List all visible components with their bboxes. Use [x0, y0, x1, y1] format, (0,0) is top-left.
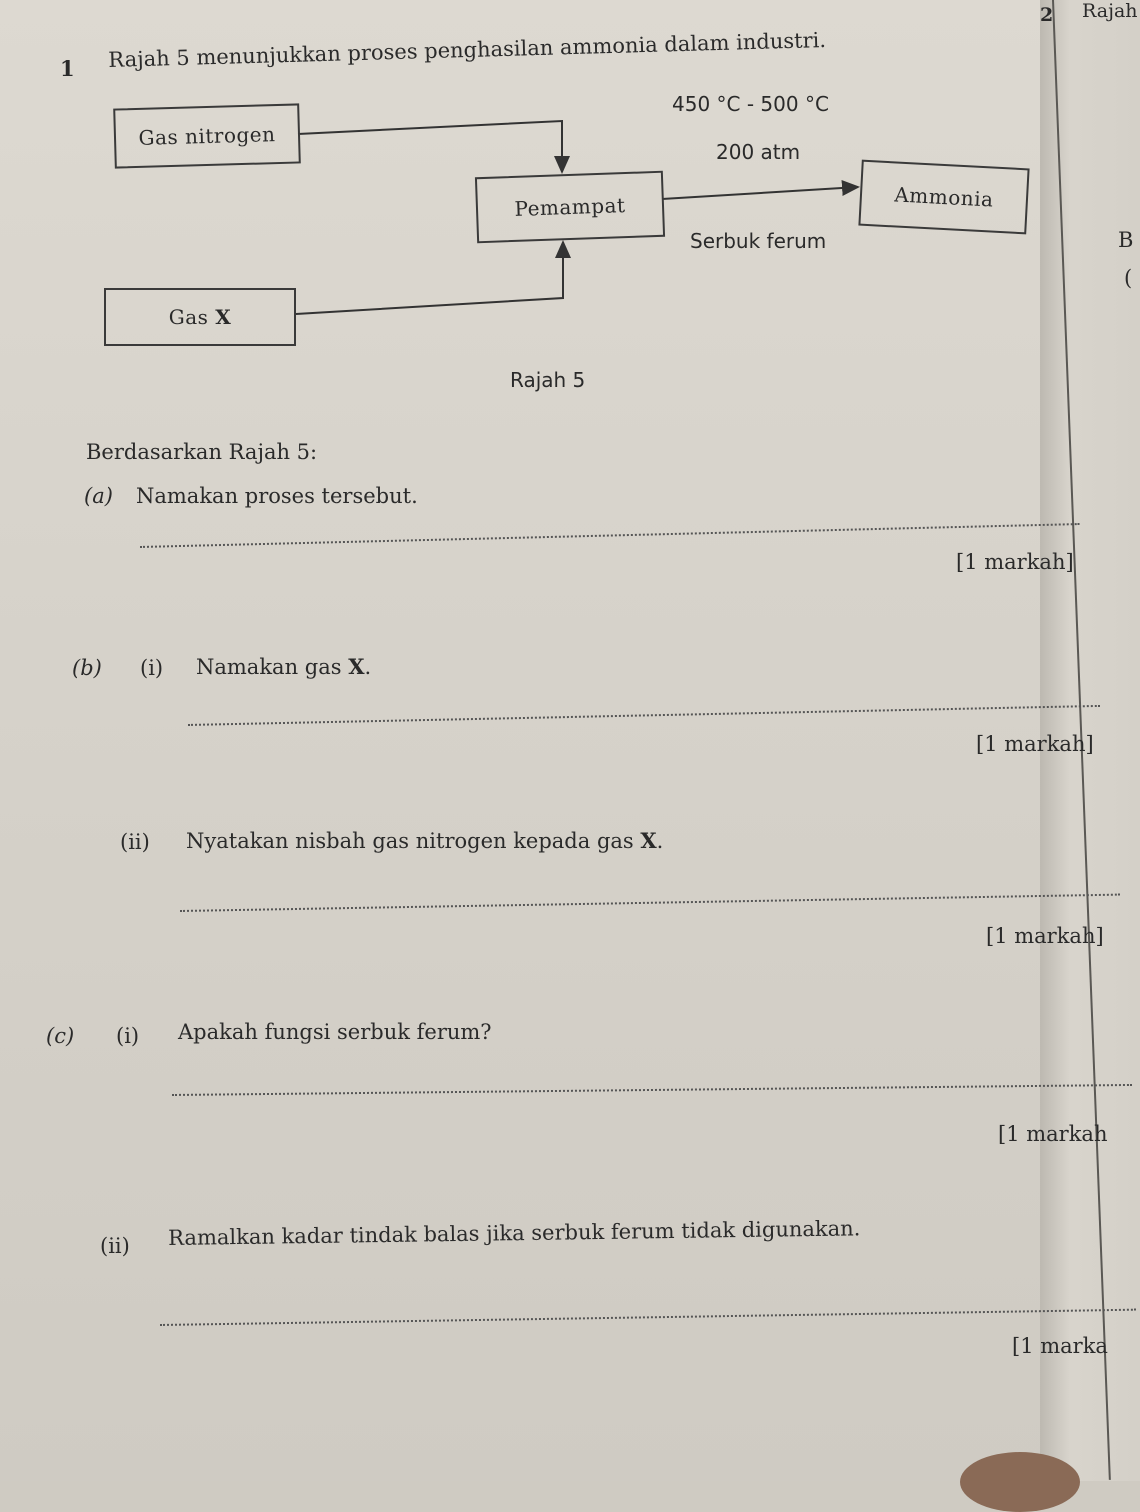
- diagram-caption: Rajah 5: [510, 368, 586, 392]
- part-b-label: (b): [72, 656, 102, 680]
- pemampat-box: [475, 171, 665, 244]
- thumb-edge: [960, 1452, 1080, 1512]
- part-a-label: (a): [84, 484, 113, 508]
- question-number: 1: [60, 56, 75, 81]
- margin-letter-b: B: [1118, 228, 1134, 252]
- gas-x-box: [104, 288, 296, 346]
- next-question-number: 2: [1040, 4, 1054, 26]
- part-c-ii-marks: [1 marka: [1012, 1334, 1108, 1358]
- pemampat-label: Pemampat: [514, 193, 626, 221]
- next-question-label: Rajah: [1082, 0, 1138, 22]
- pemampat-to-ammonia-arrow: [662, 187, 858, 199]
- pressure-condition: 200 atm: [716, 140, 801, 164]
- gas-nitrogen-box: [113, 103, 301, 168]
- temperature-condition: 450 °C - 500 °C: [672, 92, 829, 116]
- based-on-heading: Berdasarkan Rajah 5:: [86, 440, 318, 464]
- part-b-i-marks: [1 markah]: [976, 732, 1094, 756]
- gas-x-label: [169, 305, 232, 329]
- part-b-ii-question: Nyatakan nisbah gas nitrogen kepada gas X.: [186, 828, 664, 853]
- question-intro: Rajah 5 menunjukkan proses penghasilan ammonia dalam industri.: [108, 27, 827, 72]
- part-c-ii-question: Ramalkan kadar tindak balas jika serbuk ferum tidak digunakan.: [168, 1216, 861, 1250]
- ammonia-box: [858, 160, 1029, 235]
- part-a-marks: [1 markah]: [956, 550, 1074, 574]
- part-b-i-label: (i): [140, 656, 164, 680]
- ammonia-label: Ammonia: [893, 182, 995, 212]
- nitrogen-line: [298, 121, 562, 172]
- part-b-ii-marks: [1 markah]: [986, 924, 1104, 948]
- part-c-i-marks: [1 markah: [998, 1122, 1108, 1146]
- margin-paren: (: [1124, 266, 1133, 290]
- part-a-question: Namakan proses tersebut.: [136, 484, 418, 508]
- gas-nitrogen-label: Gas nitrogen: [138, 122, 276, 150]
- gas-x-letter: X: [215, 305, 232, 329]
- part-c-label: (c): [46, 1024, 75, 1048]
- part-b-ii-label: (ii): [120, 830, 150, 854]
- gas-x-line: [296, 242, 563, 314]
- part-c-ii-label: (ii): [100, 1234, 130, 1258]
- part-c-i-label: (i): [116, 1024, 140, 1048]
- catalyst-condition: Serbuk ferum: [690, 229, 827, 253]
- gas-x-prefix: Gas: [168, 305, 216, 329]
- part-b-i-question: Namakan gas X.: [196, 654, 372, 679]
- part-c-i-question: Apakah fungsi serbuk ferum?: [178, 1020, 492, 1044]
